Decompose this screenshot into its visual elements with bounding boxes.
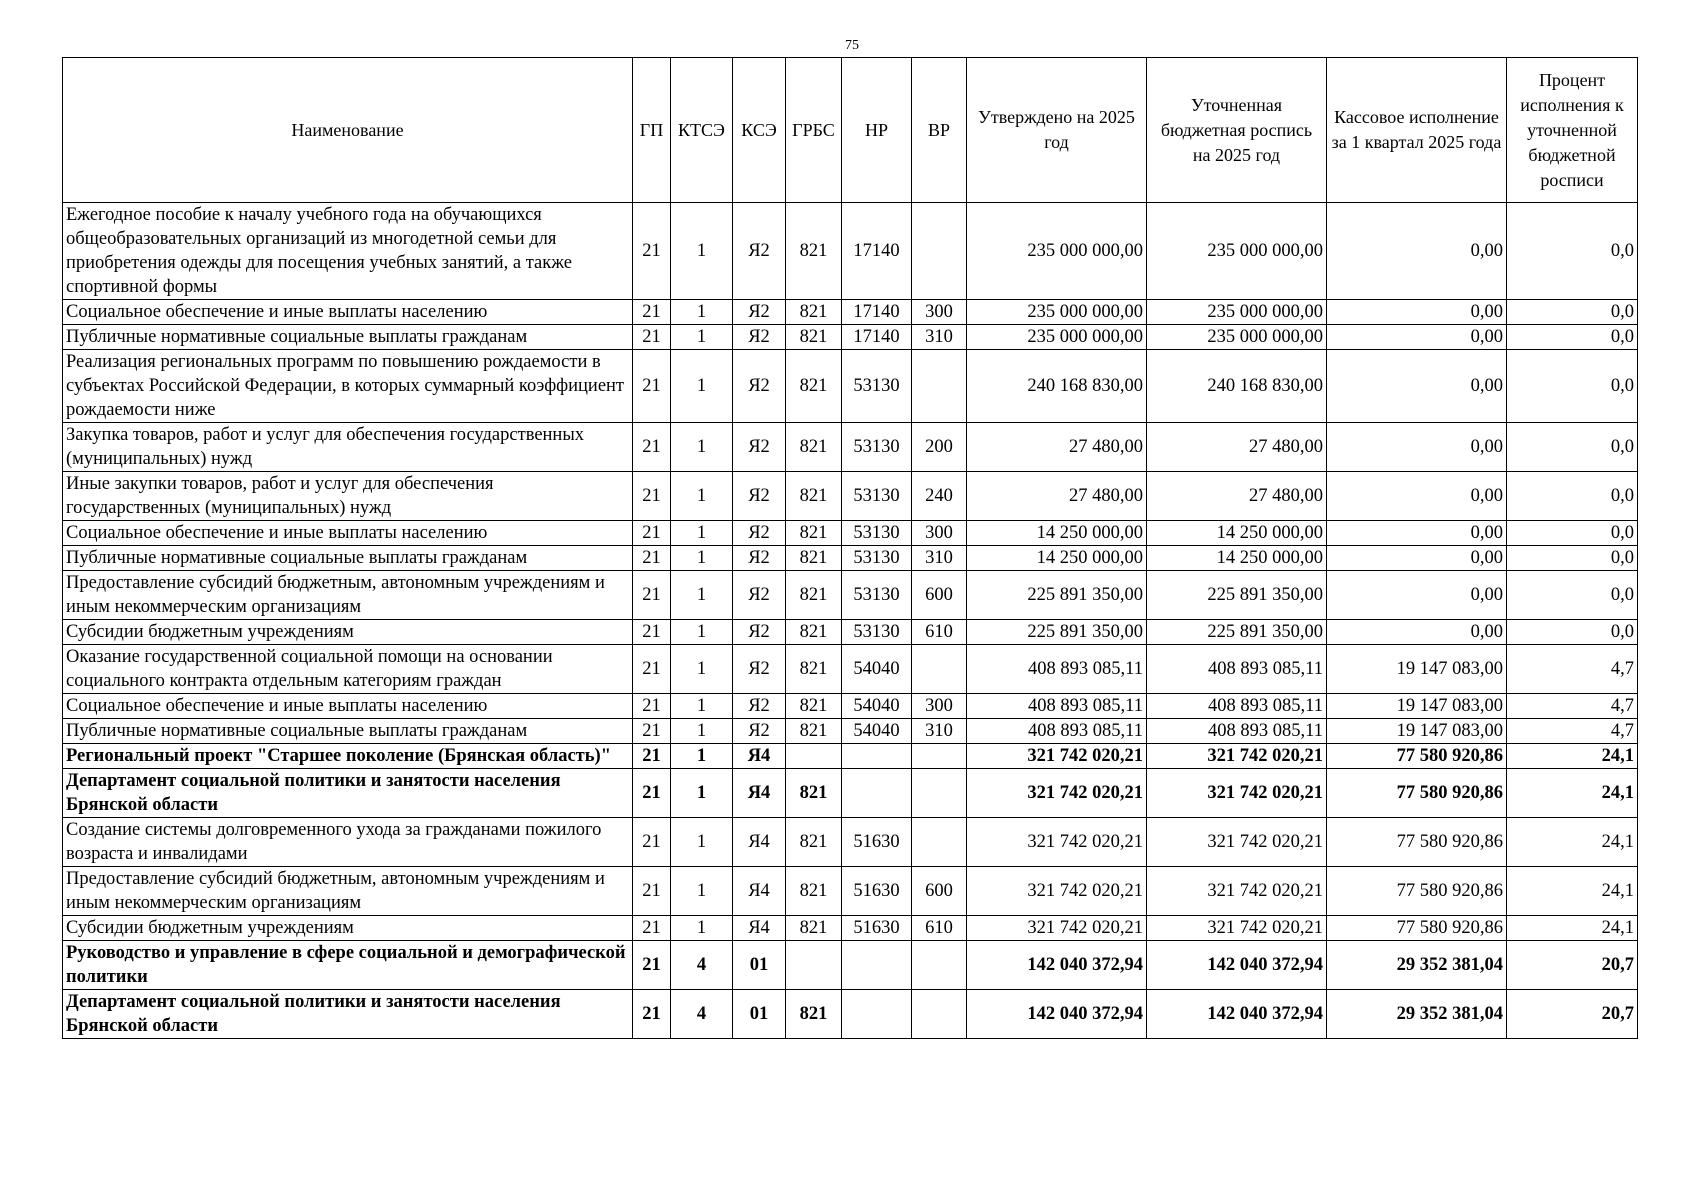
- cell-gp: 21: [633, 867, 671, 916]
- cell-cash: 29 352 381,04: [1327, 941, 1507, 990]
- cell-percent: 24,1: [1507, 916, 1638, 941]
- table-row: [63, 990, 1638, 1039]
- cell-vr: [912, 941, 967, 990]
- cell-vr: 610: [912, 620, 967, 645]
- cell-name: Департамент социальной политики и занятости населения Брянской области: [63, 769, 633, 818]
- cell-grbs: 821: [786, 300, 842, 325]
- cell-name: Публичные нормативные социальные выплаты гражданам: [63, 546, 633, 571]
- cell-cash: 0,00: [1327, 350, 1507, 423]
- cell-refined: 408 893 085,11: [1147, 694, 1327, 719]
- cell-approved: 235 000 000,00: [967, 203, 1147, 300]
- cell-grbs: 821: [786, 867, 842, 916]
- cell-grbs: 821: [786, 571, 842, 620]
- cell-vr: 310: [912, 546, 967, 571]
- cell-np: 54040: [842, 719, 912, 744]
- cell-vr: [912, 203, 967, 300]
- table-row: [63, 300, 1638, 325]
- table-row: [63, 423, 1638, 472]
- cell-grbs: 821: [786, 769, 842, 818]
- header-refined: Уточненная бюджетная роспись на 2025 год: [1147, 58, 1327, 203]
- cell-np: 53130: [842, 546, 912, 571]
- cell-approved: 321 742 020,21: [967, 769, 1147, 818]
- cell-vr: 240: [912, 472, 967, 521]
- cell-gp: 21: [633, 472, 671, 521]
- table-row: [63, 350, 1638, 423]
- cell-gp: 21: [633, 203, 671, 300]
- cell-kse: Я4: [733, 818, 786, 867]
- cell-cash: 77 580 920,86: [1327, 867, 1507, 916]
- cell-gp: 21: [633, 694, 671, 719]
- cell-gp: 21: [633, 769, 671, 818]
- cell-refined: 321 742 020,21: [1147, 916, 1327, 941]
- cell-gp: 21: [633, 620, 671, 645]
- cell-kse: Я2: [733, 645, 786, 694]
- cell-ktse: 1: [671, 694, 733, 719]
- table-row: [63, 867, 1638, 916]
- cell-gp: 21: [633, 325, 671, 350]
- cell-approved: 321 742 020,21: [967, 818, 1147, 867]
- header-cash: Кассовое исполнение за 1 квартал 2025 года: [1327, 58, 1507, 203]
- header-kse: КСЭ: [733, 58, 786, 203]
- cell-ktse: 1: [671, 325, 733, 350]
- cell-cash: 0,00: [1327, 521, 1507, 546]
- cell-ktse: 1: [671, 769, 733, 818]
- cell-ktse: 1: [671, 472, 733, 521]
- header-gp: ГП: [633, 58, 671, 203]
- cell-np: 54040: [842, 645, 912, 694]
- cell-vr: [912, 990, 967, 1039]
- cell-grbs: 821: [786, 990, 842, 1039]
- cell-np: 51630: [842, 916, 912, 941]
- cell-kse: Я2: [733, 620, 786, 645]
- cell-kse: Я2: [733, 472, 786, 521]
- cell-ktse: 1: [671, 350, 733, 423]
- cell-grbs: 821: [786, 472, 842, 521]
- table-row: [63, 719, 1638, 744]
- cell-kse: Я4: [733, 744, 786, 769]
- cell-name: Руководство и управление в сфере социальной и демографической политики: [63, 941, 633, 990]
- table-row: [63, 694, 1638, 719]
- header-grbs: ГРБС: [786, 58, 842, 203]
- cell-name: Публичные нормативные социальные выплаты гражданам: [63, 719, 633, 744]
- cell-vr: [912, 769, 967, 818]
- cell-name: Предоставление субсидий бюджетным, автономным учреждениям и иным некоммерческим организациям: [63, 867, 633, 916]
- table-row: [63, 941, 1638, 990]
- table-row: [63, 620, 1638, 645]
- cell-cash: 0,00: [1327, 203, 1507, 300]
- cell-percent: 0,0: [1507, 620, 1638, 645]
- cell-refined: 321 742 020,21: [1147, 818, 1327, 867]
- cell-name: Субсидии бюджетным учреждениям: [63, 916, 633, 941]
- table-row: [63, 472, 1638, 521]
- cell-approved: 408 893 085,11: [967, 645, 1147, 694]
- cell-name: Департамент социальной политики и занятости населения Брянской области: [63, 990, 633, 1039]
- cell-ktse: 1: [671, 645, 733, 694]
- cell-vr: [912, 744, 967, 769]
- cell-approved: 225 891 350,00: [967, 620, 1147, 645]
- cell-cash: 0,00: [1327, 472, 1507, 521]
- cell-percent: 0,0: [1507, 325, 1638, 350]
- cell-np: 53130: [842, 571, 912, 620]
- cell-gp: 21: [633, 916, 671, 941]
- cell-ktse: 1: [671, 867, 733, 916]
- cell-kse: 01: [733, 990, 786, 1039]
- cell-grbs: 821: [786, 521, 842, 546]
- cell-vr: 300: [912, 300, 967, 325]
- cell-ktse: 1: [671, 571, 733, 620]
- table-row: [63, 571, 1638, 620]
- cell-grbs: 821: [786, 203, 842, 300]
- cell-cash: 0,00: [1327, 620, 1507, 645]
- cell-np: 17140: [842, 325, 912, 350]
- table-row: [63, 916, 1638, 941]
- cell-ktse: 1: [671, 300, 733, 325]
- cell-refined: 27 480,00: [1147, 472, 1327, 521]
- cell-refined: 235 000 000,00: [1147, 300, 1327, 325]
- cell-cash: 19 147 083,00: [1327, 645, 1507, 694]
- cell-name: Ежегодное пособие к началу учебного года на обучающихся общеобразовательных организаций из многодетной семьи для приобретения одежды для посещения учебных занятий, а также спортивной формы: [63, 203, 633, 300]
- cell-percent: 0,0: [1507, 203, 1638, 300]
- cell-refined: 235 000 000,00: [1147, 325, 1327, 350]
- table-row: [63, 818, 1638, 867]
- cell-grbs: 821: [786, 423, 842, 472]
- cell-name: Региональный проект "Старшее поколение (Брянская область)": [63, 744, 633, 769]
- cell-vr: [912, 818, 967, 867]
- cell-kse: Я2: [733, 300, 786, 325]
- cell-np: [842, 941, 912, 990]
- cell-cash: 0,00: [1327, 325, 1507, 350]
- header-vr: ВР: [912, 58, 967, 203]
- cell-np: [842, 990, 912, 1039]
- cell-cash: 0,00: [1327, 423, 1507, 472]
- cell-approved: 14 250 000,00: [967, 521, 1147, 546]
- cell-grbs: 821: [786, 350, 842, 423]
- cell-gp: 21: [633, 546, 671, 571]
- table-row: [63, 744, 1638, 769]
- cell-cash: 77 580 920,86: [1327, 818, 1507, 867]
- cell-vr: 200: [912, 423, 967, 472]
- cell-kse: Я2: [733, 719, 786, 744]
- cell-ktse: 1: [671, 546, 733, 571]
- cell-percent: 0,0: [1507, 423, 1638, 472]
- cell-kse: Я2: [733, 325, 786, 350]
- cell-ktse: 1: [671, 620, 733, 645]
- cell-grbs: 821: [786, 719, 842, 744]
- cell-np: 17140: [842, 203, 912, 300]
- cell-ktse: 1: [671, 203, 733, 300]
- cell-refined: 225 891 350,00: [1147, 571, 1327, 620]
- cell-name: Предоставление субсидий бюджетным, автономным учреждениям и иным некоммерческим организациям: [63, 571, 633, 620]
- cell-name: Социальное обеспечение и иные выплаты населению: [63, 694, 633, 719]
- cell-percent: 24,1: [1507, 769, 1638, 818]
- cell-ktse: 1: [671, 423, 733, 472]
- header-approved: Утверждено на 2025 год: [967, 58, 1147, 203]
- cell-gp: 21: [633, 990, 671, 1039]
- cell-kse: Я4: [733, 769, 786, 818]
- header-ktse: КТСЭ: [671, 58, 733, 203]
- cell-vr: [912, 645, 967, 694]
- cell-gp: 21: [633, 571, 671, 620]
- cell-percent: 0,0: [1507, 521, 1638, 546]
- cell-gp: 21: [633, 744, 671, 769]
- cell-approved: 142 040 372,94: [967, 990, 1147, 1039]
- cell-approved: 27 480,00: [967, 423, 1147, 472]
- cell-refined: 14 250 000,00: [1147, 521, 1327, 546]
- cell-cash: 77 580 920,86: [1327, 916, 1507, 941]
- cell-percent: 4,7: [1507, 645, 1638, 694]
- cell-refined: 321 742 020,21: [1147, 867, 1327, 916]
- cell-refined: 408 893 085,11: [1147, 645, 1327, 694]
- cell-refined: 408 893 085,11: [1147, 719, 1327, 744]
- cell-approved: 321 742 020,21: [967, 916, 1147, 941]
- table-row: [63, 203, 1638, 300]
- cell-percent: 24,1: [1507, 867, 1638, 916]
- cell-name: Иные закупки товаров, работ и услуг для обеспечения государственных (муниципальных) нужд: [63, 472, 633, 521]
- cell-vr: 300: [912, 521, 967, 546]
- cell-np: 51630: [842, 867, 912, 916]
- cell-percent: 0,0: [1507, 350, 1638, 423]
- cell-cash: 77 580 920,86: [1327, 744, 1507, 769]
- cell-np: 53130: [842, 350, 912, 423]
- cell-np: 54040: [842, 694, 912, 719]
- cell-percent: 0,0: [1507, 472, 1638, 521]
- cell-vr: 310: [912, 325, 967, 350]
- cell-vr: 310: [912, 719, 967, 744]
- cell-vr: 610: [912, 916, 967, 941]
- cell-percent: 4,7: [1507, 719, 1638, 744]
- cell-percent: 4,7: [1507, 694, 1638, 719]
- cell-cash: 0,00: [1327, 546, 1507, 571]
- cell-gp: 21: [633, 300, 671, 325]
- cell-approved: 235 000 000,00: [967, 300, 1147, 325]
- cell-np: 53130: [842, 472, 912, 521]
- cell-cash: 0,00: [1327, 300, 1507, 325]
- cell-approved: 321 742 020,21: [967, 867, 1147, 916]
- cell-vr: 600: [912, 571, 967, 620]
- cell-gp: 21: [633, 941, 671, 990]
- cell-grbs: [786, 744, 842, 769]
- cell-grbs: 821: [786, 325, 842, 350]
- cell-ktse: 1: [671, 916, 733, 941]
- cell-name: Субсидии бюджетным учреждениям: [63, 620, 633, 645]
- cell-ktse: 1: [671, 719, 733, 744]
- cell-approved: 225 891 350,00: [967, 571, 1147, 620]
- cell-kse: Я2: [733, 546, 786, 571]
- cell-grbs: [786, 941, 842, 990]
- cell-gp: 21: [633, 645, 671, 694]
- cell-cash: 19 147 083,00: [1327, 694, 1507, 719]
- table-row: [63, 546, 1638, 571]
- budget-table: [62, 57, 1638, 1039]
- cell-approved: 235 000 000,00: [967, 325, 1147, 350]
- cell-refined: 142 040 372,94: [1147, 941, 1327, 990]
- cell-grbs: 821: [786, 546, 842, 571]
- cell-np: 53130: [842, 423, 912, 472]
- cell-approved: 27 480,00: [967, 472, 1147, 521]
- cell-np: [842, 769, 912, 818]
- cell-kse: Я2: [733, 350, 786, 423]
- cell-refined: 240 168 830,00: [1147, 350, 1327, 423]
- cell-refined: 14 250 000,00: [1147, 546, 1327, 571]
- cell-ktse: 1: [671, 818, 733, 867]
- cell-np: 17140: [842, 300, 912, 325]
- cell-cash: 29 352 381,04: [1327, 990, 1507, 1039]
- cell-refined: 27 480,00: [1147, 423, 1327, 472]
- cell-cash: 0,00: [1327, 571, 1507, 620]
- cell-percent: 20,7: [1507, 990, 1638, 1039]
- cell-kse: Я4: [733, 867, 786, 916]
- cell-percent: 0,0: [1507, 300, 1638, 325]
- cell-kse: Я2: [733, 694, 786, 719]
- cell-name: Публичные нормативные социальные выплаты гражданам: [63, 325, 633, 350]
- header-percent: Процент исполнения к уточненной бюджетной росписи: [1507, 58, 1638, 203]
- cell-cash: 77 580 920,86: [1327, 769, 1507, 818]
- page-number: 75: [845, 38, 859, 53]
- cell-np: 51630: [842, 818, 912, 867]
- cell-name: Создание системы долговременного ухода за гражданами пожилого возраста и инвалидами: [63, 818, 633, 867]
- cell-name: Закупка товаров, работ и услуг для обеспечения государственных (муниципальных) нужд: [63, 423, 633, 472]
- cell-gp: 21: [633, 521, 671, 546]
- cell-approved: 240 168 830,00: [967, 350, 1147, 423]
- cell-vr: [912, 350, 967, 423]
- cell-kse: Я2: [733, 521, 786, 546]
- cell-vr: 300: [912, 694, 967, 719]
- cell-refined: 321 742 020,21: [1147, 744, 1327, 769]
- cell-ktse: 1: [671, 521, 733, 546]
- cell-percent: 0,0: [1507, 546, 1638, 571]
- cell-gp: 21: [633, 423, 671, 472]
- cell-name: Социальное обеспечение и иные выплаты населению: [63, 521, 633, 546]
- cell-kse: 01: [733, 941, 786, 990]
- cell-ktse: 1: [671, 744, 733, 769]
- cell-grbs: 821: [786, 818, 842, 867]
- cell-grbs: 821: [786, 620, 842, 645]
- cell-refined: 225 891 350,00: [1147, 620, 1327, 645]
- cell-gp: 21: [633, 719, 671, 744]
- cell-approved: 408 893 085,11: [967, 694, 1147, 719]
- cell-gp: 21: [633, 818, 671, 867]
- cell-vr: 600: [912, 867, 967, 916]
- cell-refined: 142 040 372,94: [1147, 990, 1327, 1039]
- table-row: [63, 645, 1638, 694]
- cell-percent: 24,1: [1507, 818, 1638, 867]
- table-row: [63, 325, 1638, 350]
- cell-gp: 21: [633, 350, 671, 423]
- cell-kse: Я2: [733, 571, 786, 620]
- cell-name: Оказание государственной социальной помощи на основании социального контракта отдельным категориям граждан: [63, 645, 633, 694]
- cell-grbs: 821: [786, 694, 842, 719]
- header-np: НР: [842, 58, 912, 203]
- cell-ktse: 4: [671, 941, 733, 990]
- cell-grbs: 821: [786, 645, 842, 694]
- cell-refined: 235 000 000,00: [1147, 203, 1327, 300]
- cell-approved: 142 040 372,94: [967, 941, 1147, 990]
- cell-kse: Я4: [733, 916, 786, 941]
- table-row: [63, 521, 1638, 546]
- cell-percent: 24,1: [1507, 744, 1638, 769]
- cell-percent: 20,7: [1507, 941, 1638, 990]
- cell-grbs: 821: [786, 916, 842, 941]
- cell-name: Реализация региональных программ по повышению рождаемости в субъектах Российской Федерации, в которых суммарный коэффициент рождаемости ниже: [63, 350, 633, 423]
- cell-name: Социальное обеспечение и иные выплаты населению: [63, 300, 633, 325]
- cell-kse: Я2: [733, 423, 786, 472]
- cell-ktse: 4: [671, 990, 733, 1039]
- cell-refined: 321 742 020,21: [1147, 769, 1327, 818]
- cell-approved: 14 250 000,00: [967, 546, 1147, 571]
- cell-cash: 19 147 083,00: [1327, 719, 1507, 744]
- cell-approved: 408 893 085,11: [967, 719, 1147, 744]
- table-header-row: [63, 58, 1638, 203]
- cell-np: [842, 744, 912, 769]
- cell-np: 53130: [842, 521, 912, 546]
- table-row: [63, 769, 1638, 818]
- cell-kse: Я2: [733, 203, 786, 300]
- header-name: Наименование: [63, 58, 633, 203]
- cell-percent: 0,0: [1507, 571, 1638, 620]
- cell-approved: 321 742 020,21: [967, 744, 1147, 769]
- cell-np: 53130: [842, 620, 912, 645]
